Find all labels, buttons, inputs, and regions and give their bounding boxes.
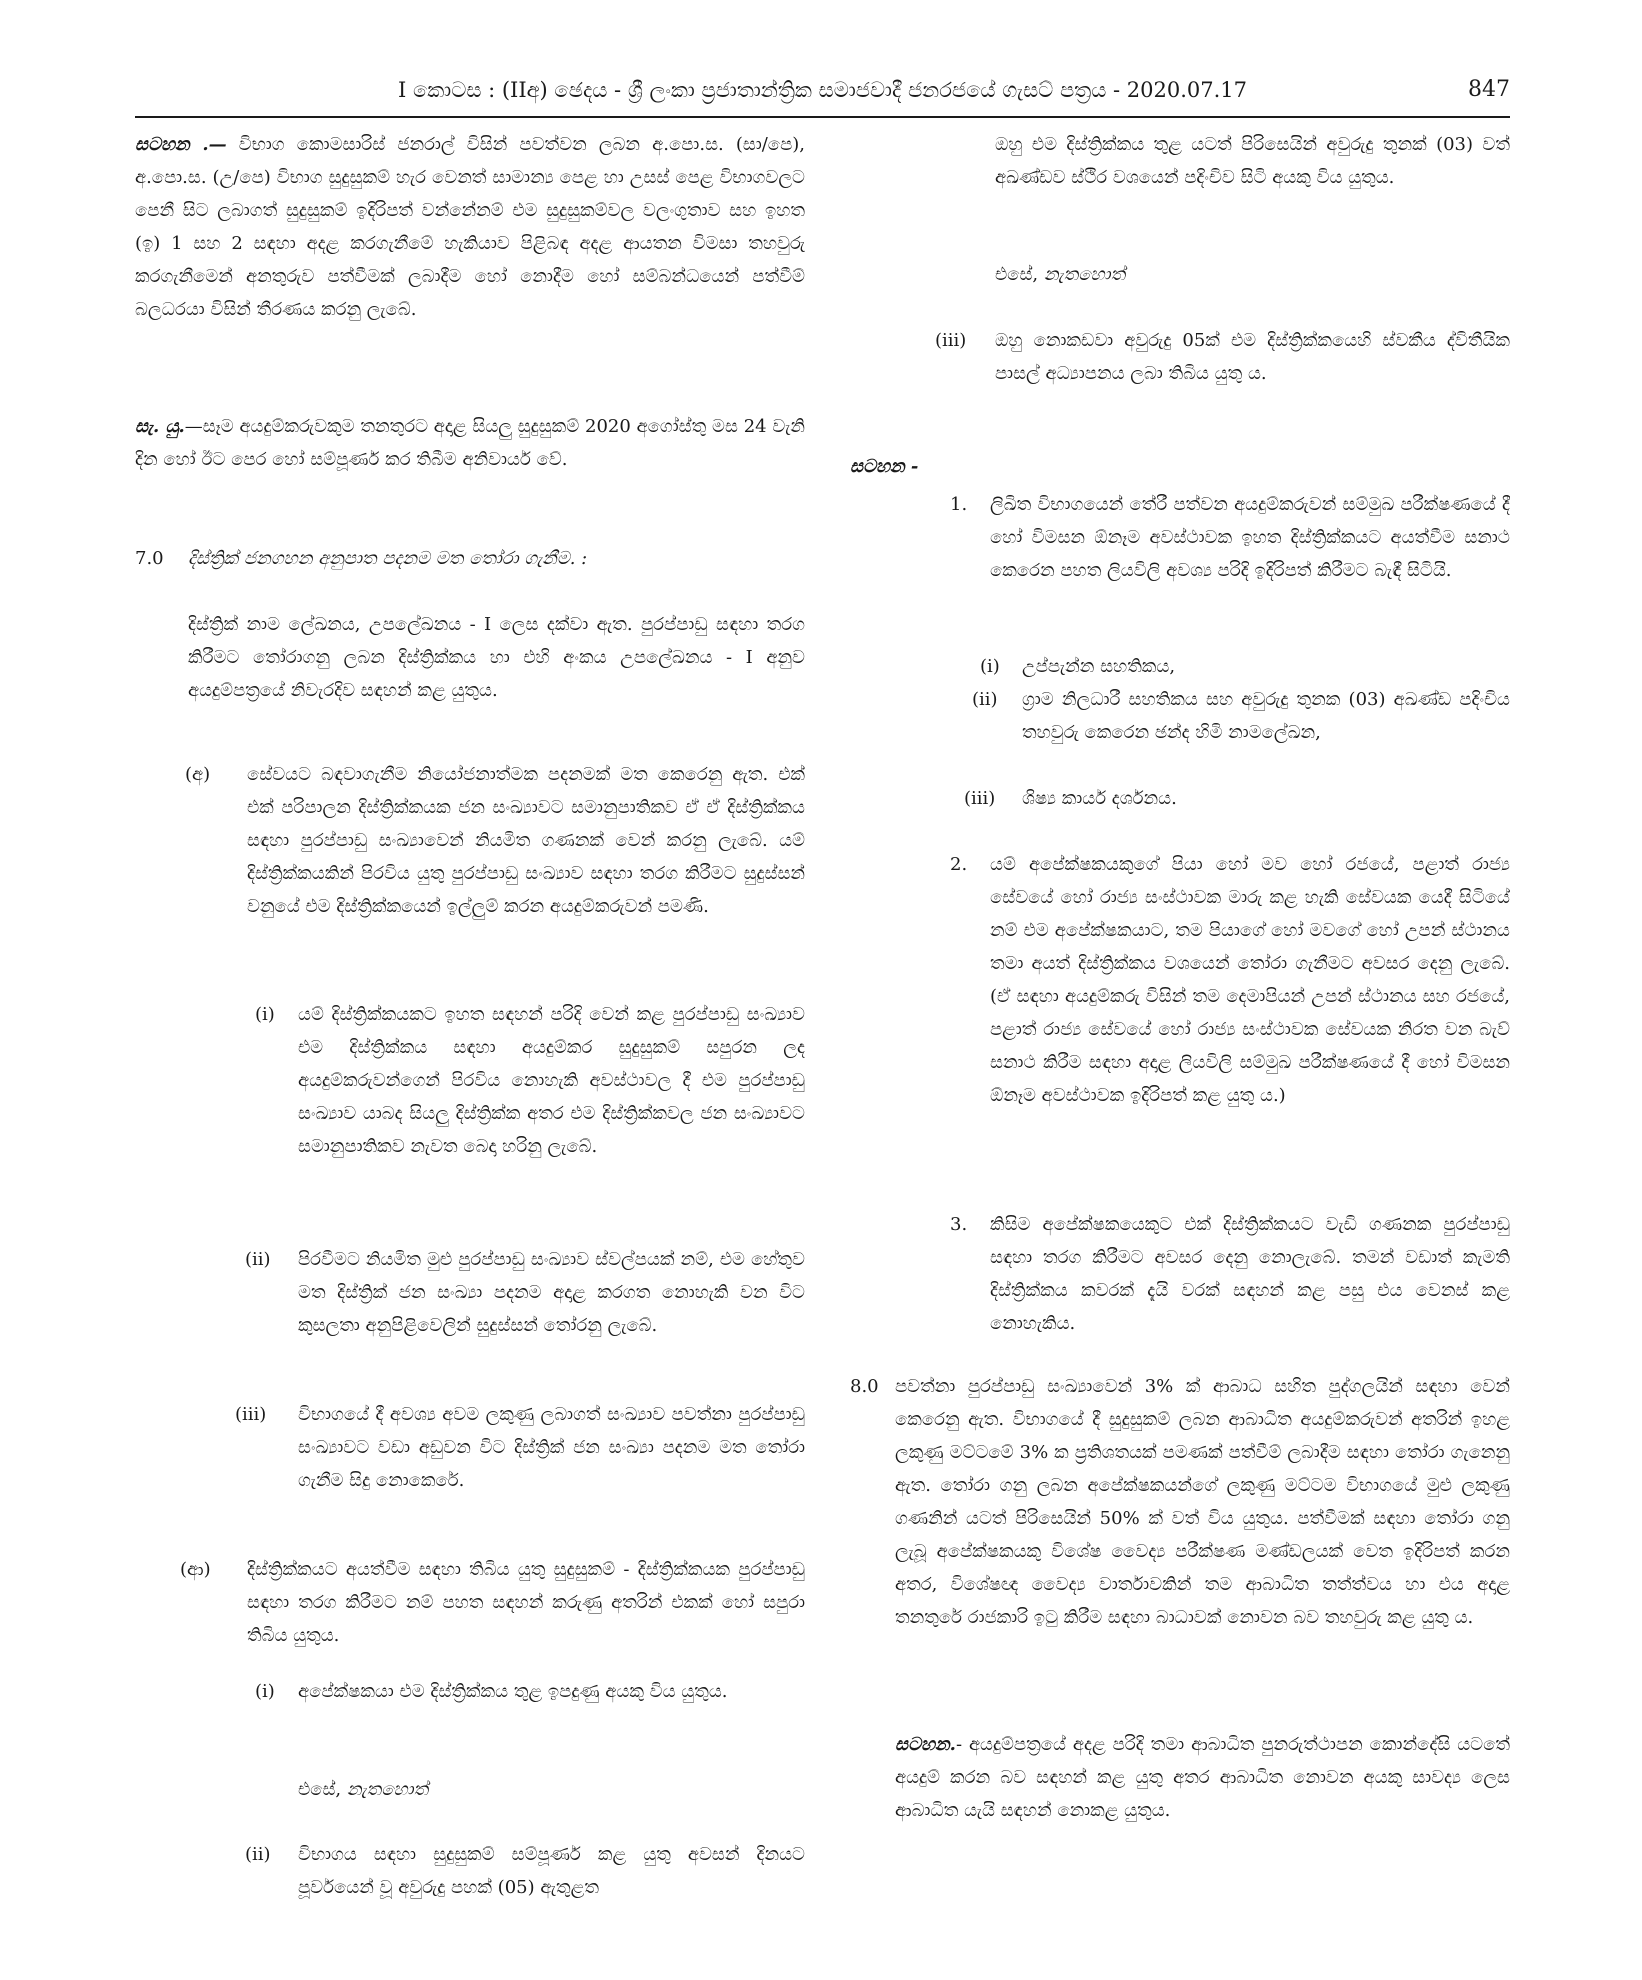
- note-3-item-1-i-text: උප්පැන්න සහතිකය,: [1022, 656, 1176, 677]
- section-7-paragraph: දිස්ත්‍රික් නාම ලේඛනය, උපලේඛනය - I ලෙස දක්වා ඇත. පුරප්පාඩු සඳහා තරග කිරීමට තෝරාගනු ලබන දිස්ත්‍රික්කය හා එහි අංකය උපලේඛනය - I අනුව අයදුම්පත්‍රයේ නිවැරදිව සඳහන් කළ යුතුය.: [188, 614, 805, 701]
- note-1-text: විභාග කොමසාරිස් ජනරාල් විසින් පවත්වන ලබන අ.පො.ස. (සා/පෙ), අ.පො.ස. (උ/පෙ) විභාග සුදුසුකම් හැර වෙනත් සාමාන්‍ය පෙළ හා උසස් පෙළ විභාගවලට පෙනී සිට ලබාගත් සුදුසුකම් ඉදිරිපත් වන්නේනම් එම සුදුසුකම්වල වලංගුතාව සහ ඉහත (ඉ) 1 සහ 2 සඳහා අදළ කරගැනීමේ හැකියාව පිළිබඳ අදළ ආයතන විමසා තහවුරු කරගැනීමෙන් අනතුරුව පත්වීමක් ලබාදීම හෝ නොදීම හෝ සම්බන්ධයෙන් පත්වීම් බලධරයා විසින් තීරණය කරනු ලැබේ.: [135, 134, 805, 320]
- note-1-label: සටහන .—: [135, 134, 227, 155]
- item-aa-text: දිස්ත්‍රික්කයට අයත්වීම සඳහා තිබිය යුතු සුදුසුකම් - දිස්ත්‍රික්කයක පුරප්පාඩු සඳහා තරග කිරීමට නම් පහත සඳහන් කරුණු අතරින් එකක් හෝ සපුරා තිබිය යුතුය.: [247, 1559, 805, 1646]
- note-3-label: සටහන -: [850, 456, 919, 477]
- section-7-heading: දිස්ත්‍රික් ජනගහන අනුපාත පදනම මත තෝරා ගැනීම. :: [188, 548, 588, 569]
- note-3-item-2-label: 2.: [950, 854, 968, 875]
- note-3-item-2-text: යම් අපේක්ෂකයකුගේ පියා හෝ මව හෝ රජයේ, පළාත් රාජ්‍ය සේවයේ හෝ රාජ්‍ය සංස්ථාවක මාරු කළ හැකි සේවයක යෙදී සිටියේ නම් එම අපේක්ෂකයාට, තම පියාගේ හෝ මවගේ හෝ උපන් ස්ථානය තමා අයත් දිස්ත්‍රික්කය වශයෙන් තෝරා ගැනීමට අවසර දෙනු ලැබේ. (ඒ සඳහා අයදුම්කරු විසින් තම දෙමාපියන් උපන් ස්ථානය සහ රජයේ, පළාත් රාජ්‍ය සේවයේ හෝ රාජ්‍ය සංස්ථාවක සේවයක නිරත වන බැව් සනාථ කිරීම සඳහා අදාළ ලියවිලි සම්මුඛ පරීක්ෂණයේ දී හෝ විමසන ඕනෑම අවස්ථාවක ඉදිරිපත් කළ යුතු ය.): [990, 854, 1510, 1106]
- item-a-ii-text: පිරවීමට නියමිත මුළු පුරප්පාඩු සංඛ්‍යාව ස්වල්පයක් නම්, එම හේතුව මත දිස්ත්‍රික් ජන සංඛ්‍යා පදනම අදාළ කරගත නොහැකි වන විට කුසලතා අනුපිළිවෙලින් සුදුස්සන් තෝරනු ලැබේ.: [298, 1249, 805, 1336]
- or-separator-2: [995, 258, 1510, 291]
- note-3-item-1-label: 1.: [950, 494, 968, 515]
- item-aa-ii-label: (ii): [245, 1844, 271, 1865]
- item-aa-i-label: (i): [255, 1681, 275, 1702]
- item-a-text: සේවයට බඳවාගැනීම නියෝජනාත්මක පදනමක් මත කෙරෙනු ඇත. එක් එක් පරිපාලන දිස්ත්‍රික්කයක ජන සංඛ්‍යාවට සමානුපාතිකව ඒ ඒ දිස්ත්‍රික්කය සඳහා පුරප්පාඩු සංඛ්‍යාවෙන් නියමිත ගණනක් වෙන් කරනු ලැබේ. යම් දිස්ත්‍රික්කයකින් පිරවිය යුතු පුරප්පාඩු සංඛ්‍යාව සඳහා තරග කිරීමට සුදුස්සන් වනුයේ එම දිස්ත්‍රික්කයෙන් ඉල්ලුම් කරන අයදුම්කරුවන් පමණි.: [247, 764, 805, 917]
- item-aa-ii-text: විභාගය සඳහා සුදුසුකම් සම්පූර්ණ කළ යුතු අවසන් දිනයට පූර්වයෙන් වූ අවුරුදු පහක් (05) ඇතුළත: [298, 1844, 805, 1898]
- note-2-label: සැ. යු.: [135, 416, 185, 437]
- section-7-number: 7.0: [135, 548, 164, 569]
- note-3-item-1-i-label: (i): [980, 656, 1000, 677]
- item-a-iii-label: (iii): [235, 1404, 267, 1425]
- item-aa-label: (ආ): [180, 1559, 211, 1580]
- note-3-item-3-text: කිසිම අපේක්ෂකයෙකුට එක් දිස්ත්‍රික්කයට වැඩි ගණනක පුරප්පාඩු සඳහා තරග කිරීමට අවසර දෙනු නොලැබේ. තමන් වඩාත් කැමති දිස්ත්‍රික්කය කවරක් දැයි වරක් සඳහන් කළ පසු එය වෙනස් කළ නොහැකිය.: [990, 1214, 1510, 1334]
- right-column: [850, 128, 1510, 1948]
- section-8-text: පවත්නා පුරප්පාඩු සංඛ්‍යාවෙන් 3% ක් ආබාධ සහිත පුද්ගලයින් සඳහා වෙන් කෙරෙනු ඇත. විභාගයේ දී සුදුසුකම් ලබන ආබාධිත අයදුම්කරුවන් අතරින් ඉහළ ලකුණු මට්ටමේ 3% ක ප්‍රතිශතයක් පමණක් පත්වීම් ලබාදීම සඳහා තෝරා ගැනෙනු ඇත. තෝරා ගනු ලබන අපේක්ෂකයන්ගේ ලකුණු මට්ටම විභාගයේ මුළු ලකුණු ගණනින් යටත් පිරිසෙයින් 50% ක් වත් විය යුතුය. පත්වීමක් සඳහා තෝරා ගනු ලැබූ අපේක්ෂකයකු විශේෂ වෛද්‍ය පරීක්ෂණ මණ්ඩලයක් වෙත ඉදිරිපත් කරන අතර, විශේෂඥ වෛද්‍ය වාර්තාවකින් තම ආබාධිත තත්ත්වය හා එය අදාළ තනතුරේ රාජකාරි ඉටු කිරීම සඳහා බාධාවක් නොවන බව තහවුරු කළ යුතු ය.: [895, 1376, 1510, 1628]
- or-1-plain: එසේ,: [298, 1779, 347, 1800]
- note-4-label: සටහන.: [895, 1734, 956, 1755]
- note-3-item-1-text: ලිඛිත විභාගයෙන් තේරී පත්වන අයදුම්කරුවන් සම්මුඛ පරීක්ෂණයේ දී හෝ විමසන ඕනෑම අවස්ථාවක ඉහත දිස්ත්‍රික්කයට අයත්වීම සනාථ කෙරෙන පහත ලියවිලි අවශ්‍ය පරිදි ඉදිරිපත් කිරීමට බැඳී සිටියි.: [990, 494, 1510, 581]
- left-column: [135, 128, 805, 1948]
- item-a-ii-label: (ii): [245, 1249, 271, 1270]
- item-a-i-label: (i): [255, 1004, 275, 1025]
- note-3-item-1-ii-label: (ii): [972, 689, 998, 710]
- page-header: [135, 70, 1510, 110]
- note-2-text: —සෑම අයදුම්කරුවකුම තනතුරට අදාළ සියලු සුදුසුකම් 2020 අගෝස්තු මස 24 වැනි දින හෝ ඊට පෙර හෝ සම්පූර්ණ කර තිබීම අනිවාර්ය වේ.: [135, 416, 805, 470]
- item-aa-iii-text: ඔහු නොකඩවා අවුරුදු 05ක් එම දිස්ත්‍රික්කයෙහි ස්වකීය ද්විතීයික පාසල් අධ්‍යාපනය ලබා තිබිය යුතු ය.: [995, 330, 1510, 384]
- item-aa-ii-continued: ඔහු එම දිස්ත්‍රික්කය තුළ යටත් පිරිසෙයින් අවුරුදු තුනක් (03) වත් අඛණ්ඩව ස්ථිර වශයෙන් පදිංචිව සිටි අයකු විය යුතුය.: [995, 134, 1510, 188]
- note-2: [135, 410, 805, 476]
- header-rule: [135, 116, 1510, 118]
- note-1: [135, 128, 805, 326]
- note-3-item-1-iii-text: ශිෂ්‍ය කාර්ය දර්ශනය.: [1022, 788, 1177, 809]
- page-number: 847: [1468, 77, 1510, 102]
- note-4: [895, 1728, 1510, 1827]
- section-8-number: 8.0: [850, 1376, 879, 1397]
- note-4-text: - අයදුම්පත්‍රයේ අදළ පරිදි තමා ආබාධිත පුනරුත්ථාපන කොන්දේසි යටතේ අයදුම් කරන බව සඳහන් කළ යුතු අතර ආබාධිත නොවන අයකු සාවද්‍ය ලෙස ආබාධිත යැයි සඳහන් නොකළ යුතුය.: [895, 1734, 1510, 1821]
- note-3-item-1-ii-text: ග්‍රාම නිලධාරී සහතිකය සහ අවුරුදු තුනක (03) අඛණ්ඩ පදිංචිය තහවුරු කෙරෙන ඡන්ද හිමි නාමලේඛන,: [1022, 689, 1510, 743]
- item-a-i-text: යම් දිස්ත්‍රික්කයකට ඉහත සඳහන් පරිදි වෙන් කළ පුරප්පාඩු සංඛ්‍යාව එම දිස්ත්‍රික්කය සඳහා අයදුම්කර සුදුසුකම් සපුරන ලද අයදුම්කරුවන්ගෙන් පිරවිය නොහැකි අවස්ථාවල දී එම පුරප්පාඩු සංඛ්‍යාව යාබද සියලු දිස්ත්‍රික්ක අතර එම දිස්ත්‍රික්කවල ජන සංඛ්‍යාවට සමානුපාතිකව නැවත බෙදා හරිනු ලැබේ.: [298, 1004, 805, 1157]
- header-title: I කොටස : (IIඅ) ඡෙදය - ශ්‍රී ලංකා ප්‍රජාතාන්ත්‍රික සමාජවාදී ජනරජයේ ගැසට් පත්‍රය - 2020.07.17: [397, 78, 1248, 102]
- item-a-label: (අ): [185, 764, 211, 785]
- or-2-plain: එසේ,: [995, 264, 1044, 285]
- note-3-item-3-label: 3.: [950, 1214, 968, 1235]
- item-aa-i-text: අපේක්ෂකයා එම දිස්ත්‍රික්කය තුළ ඉපදුණු අයකු විය යුතුය.: [298, 1681, 728, 1702]
- item-a-iii-text: විභාගයේ දී අවශ්‍ය අවම ලකුණු ලබාගත් සංඛ්‍යාව පවත්නා පුරප්පාඩු සංඛ්‍යාවට වඩා අඩුවන විට දිස්ත්‍රික් ජන සංඛ්‍යා පදනම මත තෝරා ගැනීම සිදු නොකෙරේ.: [298, 1404, 805, 1491]
- note-3-item-1-iii-label: (iii): [964, 788, 996, 809]
- or-1-italic: නැතහොත්: [346, 1779, 429, 1800]
- or-2-italic: නැතහොත්: [1043, 264, 1126, 285]
- item-aa-iii-label: (iii): [935, 330, 967, 351]
- or-separator-1: [298, 1773, 805, 1806]
